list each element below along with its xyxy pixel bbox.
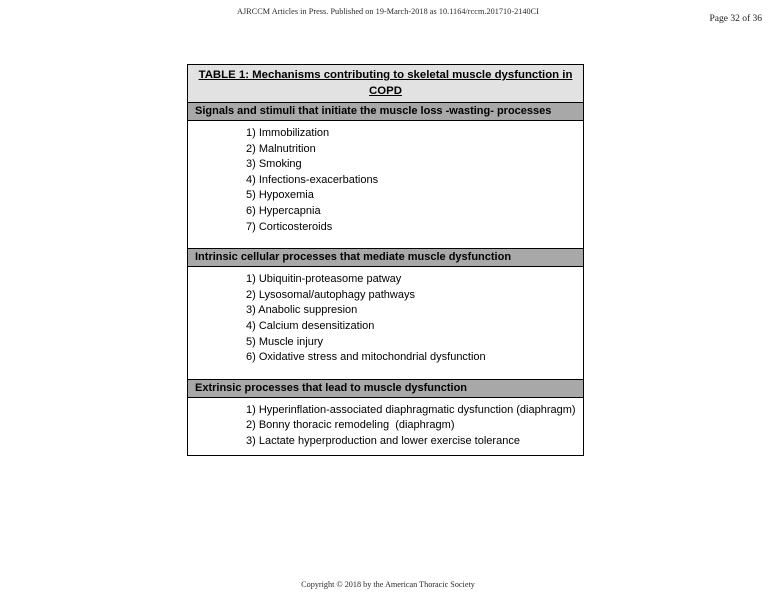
running-head: AJRCCM Articles in Press. Published on 19-March-2018 as 10.1164/rccm.201710-2140CI [237, 7, 539, 16]
list-item: 2) Bonny thoracic remodeling (diaphragm) [246, 419, 455, 432]
list-item: 6) Hypercapnia [246, 204, 321, 217]
section-body-extrinsic-processes [188, 398, 583, 455]
list-item: 1) Immobilization [246, 127, 330, 139]
list-item: 4) Infections-exacerbations [246, 173, 379, 186]
section-body-intrinsic-cellular-processes [188, 267, 583, 379]
section-body-signals-and-stimuli [188, 121, 583, 248]
list-item: 3) Anabolic suppresion [246, 304, 358, 317]
section-header-signals-and-stimuli: Signals and stimuli that initiate the muscle loss -wasting- processes [188, 103, 583, 121]
section-header-intrinsic-cellular-processes: Intrinsic cellular processes that mediate muscle dysfunction [188, 248, 583, 267]
list-item: 6) Oxidative stress and mitochondrial dysfunction [246, 351, 486, 364]
table-1 [187, 64, 584, 456]
page-number: Page 32 of 36 [709, 14, 762, 24]
list-item: 3) Smoking [246, 158, 302, 171]
list-item: 2) Malnutrition [246, 142, 316, 155]
list-item: 4) Calcium desensitization [246, 319, 375, 332]
section-header-extrinsic-processes: Extrinsic processes that lead to muscle dysfunction [188, 379, 583, 398]
table-title [188, 65, 583, 103]
list-item: 7) Corticosteroids [246, 220, 333, 233]
copyright-footer: Copyright © 2018 by the American Thoracic Society [301, 580, 475, 589]
list-item: 3) Lactate hyperproduction and lower exercise tolerance [246, 434, 520, 447]
list-item: 1) Hyperinflation-associated diaphragmatic dysfunction (diaphragm) [246, 403, 576, 416]
list-item: 5) Muscle injury [246, 335, 324, 348]
list-item: 2) Lysosomal/autophagy pathways [246, 288, 415, 301]
list-item: 5) Hypoxemia [246, 189, 314, 202]
list-item: 1) Ubiquitin-proteasome patway [246, 273, 402, 286]
table-title-text: TABLE 1: Mechanisms contributing to skeletal muscle dysfunction in COPD [198, 69, 573, 97]
